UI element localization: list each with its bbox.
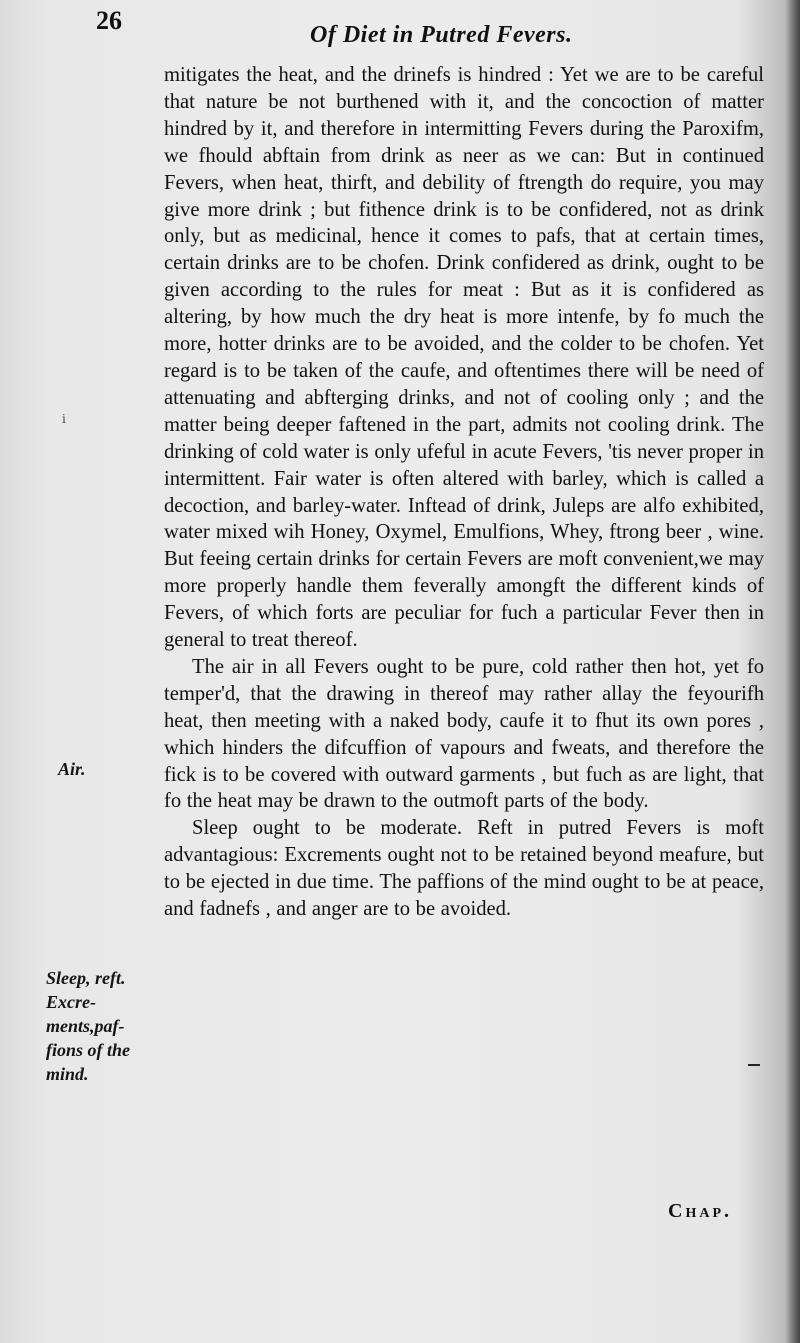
paragraph-sleep: Sleep ought to be moderate. Reft in putred Fevers is moft advantagious: Excrements ought not to be retained beyond meafure, but to be ejected in due time. The paffions of the mind ought to be at peace, and fadnefs , and anger are to be avoided. bbox=[164, 817, 764, 921]
paragraph-air: The air in all Fevers ought to be pure, cold rather then hot, yet fo temper'd, that the drawing in thereof may rather allay the feyourifh heat, then meeting with a naked body, caufe it to fhut its own pores , which hinders the difcuffion of vapours and fweats, and therefore the fick is to be covered with outward garments , but fuch as are light, that fo the heat may be drawn to the outmoft parts of the body. bbox=[164, 655, 764, 813]
stray-ink-mark: i bbox=[62, 412, 66, 426]
margin-note-line: Excre- bbox=[46, 992, 96, 1012]
margin-note-sleep bbox=[46, 966, 130, 1086]
margin-note-air: Air. bbox=[58, 759, 86, 779]
margin-note-line: ments,paf- bbox=[46, 1016, 125, 1036]
paragraph-drink: mitigates the heat, and the drinefs is hindred : Yet we are to be careful that nature be not burthened with it, and the concoction of matter hindred by it, and therefore in intermitting Fevers during the Paroxifm, we fhould abftain from drink as neer as we can: But in continued Fevers, when heat, thirft, and debility of ftrength do require, you may give more drink ; but fithence drink is to be confidered, not as drink only, but as medicinal, hence it comes to pafs, that at certain times, certain drinks are to be chofen. Drink confidered as drink, ought to be given according to the rules for meat : But as it is confidered as altering, by how much the dry heat is more intenfe, by fo much the more, hotter drinks are to be avoided, and the colder to be chofen. Yet regard is to be taken of the caufe, and oftentimes there will be need of attenuating and abfterging drinks, and not of cooling only ; and the matter being deeper faftened in the part, admits not cooling drink. The drinking of cold water is only ufeful in acute Fevers, 'tis never proper in intermittent. Fair water is often altered with barley, which is called a decoction, and barley-water. Inftead of drink, Juleps are alfo exhibited, water mixed wih Honey, Oxymel, Emulfions, Whey, ftrong beer , wine. But feeing certain drinks for certain Fevers are moft convenient,we may more properly handle them feverally amongft the different kinds of Fevers, of which forts are peculiar for fuch a particular Fever then in general to treat thereof. bbox=[164, 64, 764, 652]
page-edge-shadow bbox=[786, 0, 800, 1343]
body-text bbox=[164, 62, 764, 923]
catchword: Chap. bbox=[668, 1200, 732, 1222]
trailing-dash bbox=[748, 1064, 760, 1066]
margin-note-line: mind. bbox=[46, 1064, 89, 1084]
margin-note-line: Sleep, reft. bbox=[46, 968, 126, 988]
running-title: Of Diet in Putred Fevers. bbox=[310, 22, 573, 48]
margin-note-line: fions of the bbox=[46, 1040, 131, 1060]
page-number: 26 bbox=[96, 6, 122, 35]
